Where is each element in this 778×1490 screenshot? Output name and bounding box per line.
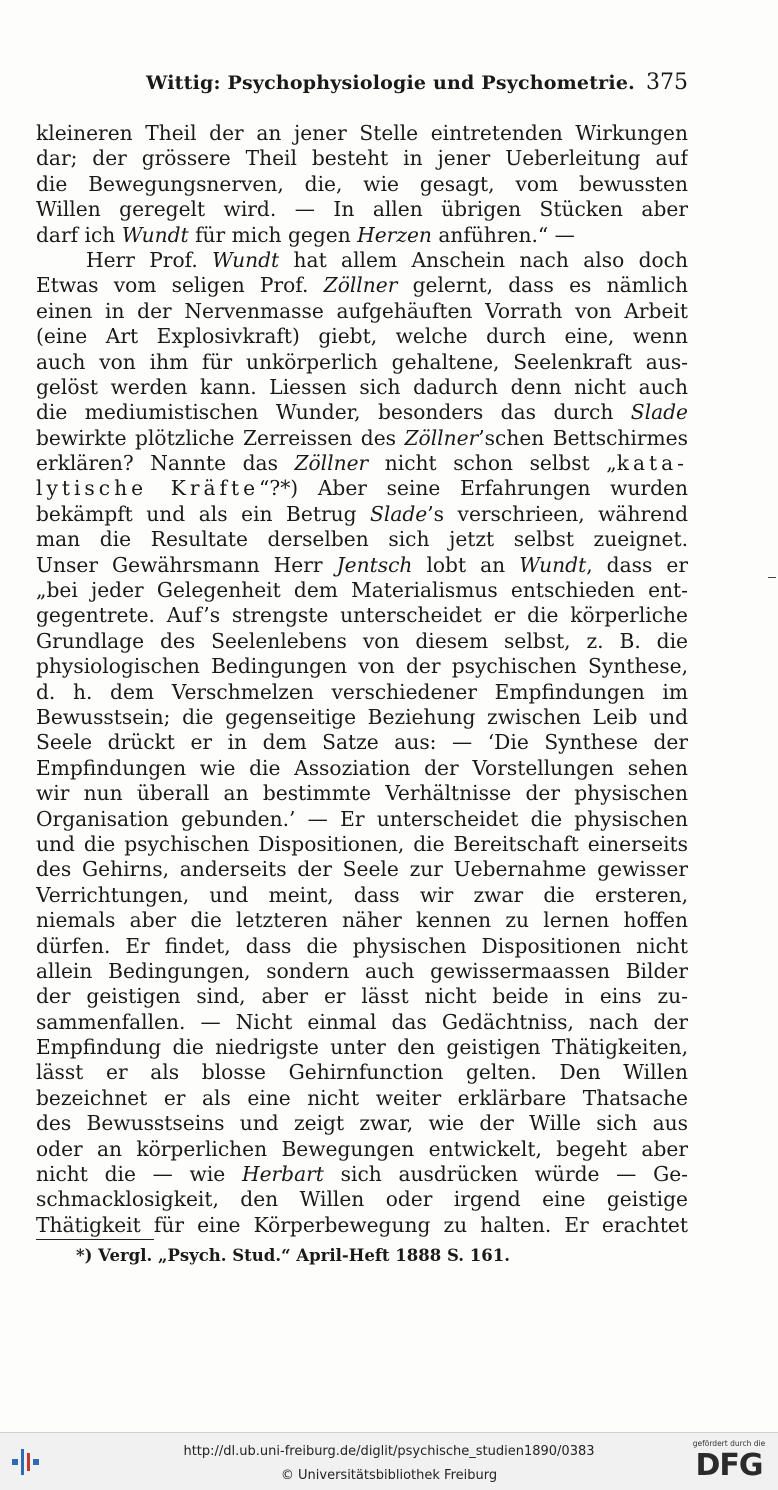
text-segment: für mich gegen [188, 222, 358, 247]
text-line [36, 1035, 688, 1060]
text-line [36, 1010, 688, 1035]
text-segment: sammenfallen. — Nicht einmal das Gedächtniss, nach der [36, 1009, 688, 1034]
text-segment: gelernt, dass es nämlich [397, 273, 688, 298]
text-segment: nicht die — wie [36, 1162, 242, 1187]
text-line [36, 375, 688, 400]
text-segment: Willen geregelt wird. — In allen übrigen Stücken aber [36, 197, 688, 222]
text-line [36, 476, 688, 501]
text-line [36, 502, 688, 527]
text-line [36, 299, 688, 324]
text-segment: Bewusstsein; die gegenseitige Beziehung zwischen Leib und [36, 704, 688, 729]
text-line [36, 730, 688, 755]
footnote: *) Vergl. „Psych. Stud.“ April-Heft 1888 S. 161. [76, 1246, 510, 1265]
text-line [36, 984, 688, 1009]
text-line [36, 350, 688, 375]
dfg-caption: gefördert durch die [692, 1439, 766, 1448]
text-line [36, 400, 688, 425]
text-segment: die mediumistischen Wunder, besonders das durch [36, 400, 631, 425]
body-text [36, 121, 688, 1238]
text-segment: Empfindung die niedrigste unter den geistigen Thätigkeiten, [36, 1035, 688, 1060]
text-line [36, 1213, 688, 1238]
text-segment: schmacklosigkeit, den Willen oder irgend eine geistige [36, 1187, 688, 1212]
copyright-notice: © Universitätsbibliothek Freiburg [280, 1468, 498, 1483]
text-segment: gelöst werden kann. Liessen sich dadurch denn nicht auch [36, 374, 688, 399]
italic-name: Wundt [212, 247, 280, 272]
text-segment: ’s verschrieen, während [427, 501, 688, 526]
text-line [36, 629, 688, 654]
text-line [36, 680, 688, 705]
text-segment: man die Resultate derselben sich jetzt selbst zueignet. [36, 527, 688, 552]
text-segment: Thätigkeit für eine Körperbewegung zu halten. Er erachtet [36, 1212, 688, 1237]
text-segment: bewirkte plötzliche Zerreissen des [36, 425, 405, 450]
text-line [36, 121, 688, 146]
text-line [36, 578, 688, 603]
margin-mark [768, 577, 776, 578]
text-line [36, 1162, 688, 1187]
text-segment: des Gehirns, anderseits der Seele zur Uebernahme gewisser [36, 857, 688, 882]
text-line [36, 451, 688, 476]
text-segment: lässt er als blosse Gehirnfunction gelten. Den Willen [36, 1060, 688, 1085]
text-line [36, 223, 688, 248]
text-segment: des Bewusstseins und zeigt zwar, wie der Wille sich aus [36, 1111, 688, 1136]
text-segment: d. h. dem Verschmelzen verschiedener Empfindungen im [36, 679, 688, 704]
text-line [36, 934, 688, 959]
italic-name: Slade [370, 501, 428, 526]
text-segment: Verrichtungen, und meint, dass wir zwar die ersteren, [36, 882, 688, 907]
running-head-title: Wittig: Psychophysiologie und Psychometrie. [146, 72, 635, 94]
text-segment: kleineren Theil der an jener Stelle eintretenden Wirkungen [36, 121, 688, 145]
text-line [36, 705, 688, 730]
text-line [36, 248, 688, 273]
text-line [36, 857, 688, 882]
text-segment: bezeichnet er als eine nicht weiter erklärbare Thatsache [36, 1085, 688, 1110]
text-line [36, 756, 688, 781]
italic-name: Slade [630, 400, 688, 425]
text-segment: sich ausdrücken würde — Ge- [323, 1162, 688, 1187]
text-segment: anführen.“ — [431, 222, 575, 247]
text-segment: dar; der grössere Theil besteht in jener Ueberleitung auf [36, 146, 688, 171]
permalink-url[interactable]: http://dl.ub.uni-freiburg.de/diglit/psychische_studien1890/0383 [183, 1444, 595, 1459]
text-segment: auch von ihm für unkörperlich gehaltene, Seelenkraft aus- [36, 349, 688, 374]
text-line [36, 1187, 688, 1212]
spaced-text: lytische Kräfte [36, 476, 260, 501]
text-segment: wir nun überall an bestimmte Verhältnisse der physischen [36, 781, 688, 806]
italic-name: Wundt [519, 552, 587, 577]
text-line [36, 197, 688, 222]
text-line [36, 527, 688, 552]
text-segment: bekämpft und als ein Betrug [36, 501, 371, 526]
text-segment: der geistigen sind, aber er lässt nicht beide in eins zu- [36, 984, 688, 1009]
text-segment: die Bewegungsnerven, die, wie gesagt, vom bewussten [36, 171, 688, 196]
text-line [36, 553, 688, 578]
italic-name: Zöllner [323, 273, 398, 298]
text-segment: dürfen. Er findet, dass die physischen Dispositionen nicht [36, 933, 688, 958]
text-segment: Herr Prof. [86, 247, 213, 272]
text-line [36, 908, 688, 933]
italic-name: Zöllner [404, 425, 479, 450]
text-line [36, 959, 688, 984]
text-line [36, 883, 688, 908]
text-line [36, 781, 688, 806]
text-line [36, 172, 688, 197]
dfg-logo [690, 1439, 768, 1485]
running-head [36, 72, 688, 102]
text-segment: ’schen Bettschirmes [478, 425, 688, 450]
text-segment: niemals aber die letzteren näher kennen zu lernen hoffen [36, 908, 688, 933]
page-number: 375 [646, 70, 688, 95]
viewer-footer [0, 1432, 778, 1490]
text-line [36, 654, 688, 679]
text-line [36, 1060, 688, 1085]
text-line [36, 603, 688, 628]
text-segment: und die psychischen Dispositionen, die Bereitschaft einerseits [36, 831, 688, 856]
text-segment: hat allem Anschein nach also doch [279, 247, 688, 272]
footnote-rule [36, 1239, 154, 1240]
text-segment: physiologischen Bedingungen von der psychischen Synthese, [36, 654, 688, 679]
text-segment: (eine Art Explosivkraft) giebt, welche durch eine, wenn [36, 324, 688, 349]
spaced-text: kata- [616, 451, 688, 476]
text-line [36, 426, 688, 451]
text-segment: einen in der Nervenmasse aufgehäuften Vorrath von Arbeit [36, 298, 688, 323]
text-segment: Unser Gewährsmann Herr [36, 552, 337, 577]
text-segment: “?*) Aber seine Erfahrungen wurden [259, 476, 688, 501]
text-segment: erklären? Nannte das [36, 451, 295, 476]
text-line [36, 1111, 688, 1136]
text-segment: Seele drückt er in dem Satze aus: — ‘Die Synthese der [36, 730, 688, 755]
text-segment: , dass er [586, 552, 688, 577]
text-segment: Empfindungen wie die Assoziation der Vorstellungen sehen [36, 755, 688, 780]
italic-name: Jentsch [336, 552, 413, 577]
text-segment: Etwas vom seligen Prof. [36, 273, 324, 298]
text-line [36, 807, 688, 832]
text-segment: „bei jeder Gelegenheit dem Materialismus entschieden ent- [36, 578, 688, 603]
italic-name: Herbart [241, 1162, 324, 1187]
text-segment: Organisation gebunden.’ — Er unterscheidet die physischen [36, 806, 688, 831]
text-line [36, 1086, 688, 1111]
text-line [36, 146, 688, 171]
text-segment: nicht schon selbst „ [368, 451, 617, 476]
italic-name: Wundt [121, 222, 189, 247]
text-line [36, 273, 688, 298]
text-line [36, 324, 688, 349]
text-segment: gegentrete. Auf’s strengste unterscheidet er die körperliche [36, 603, 688, 628]
italic-name: Herzen [357, 222, 432, 247]
dfg-logo-text: DFG [695, 1448, 763, 1483]
text-segment: allein Bedingungen, sondern auch gewissermaassen Bilder [36, 958, 688, 983]
text-segment: Grundlage des Seelenlebens von diesem selbst, z. B. die [36, 628, 688, 653]
text-line [36, 1137, 688, 1162]
text-segment: darf ich [36, 222, 122, 247]
text-segment: oder an körperlichen Bewegungen entwickelt, begeht aber [36, 1136, 688, 1161]
text-line [36, 832, 688, 857]
text-segment: lobt an [412, 552, 520, 577]
italic-name: Zöllner [294, 451, 369, 476]
